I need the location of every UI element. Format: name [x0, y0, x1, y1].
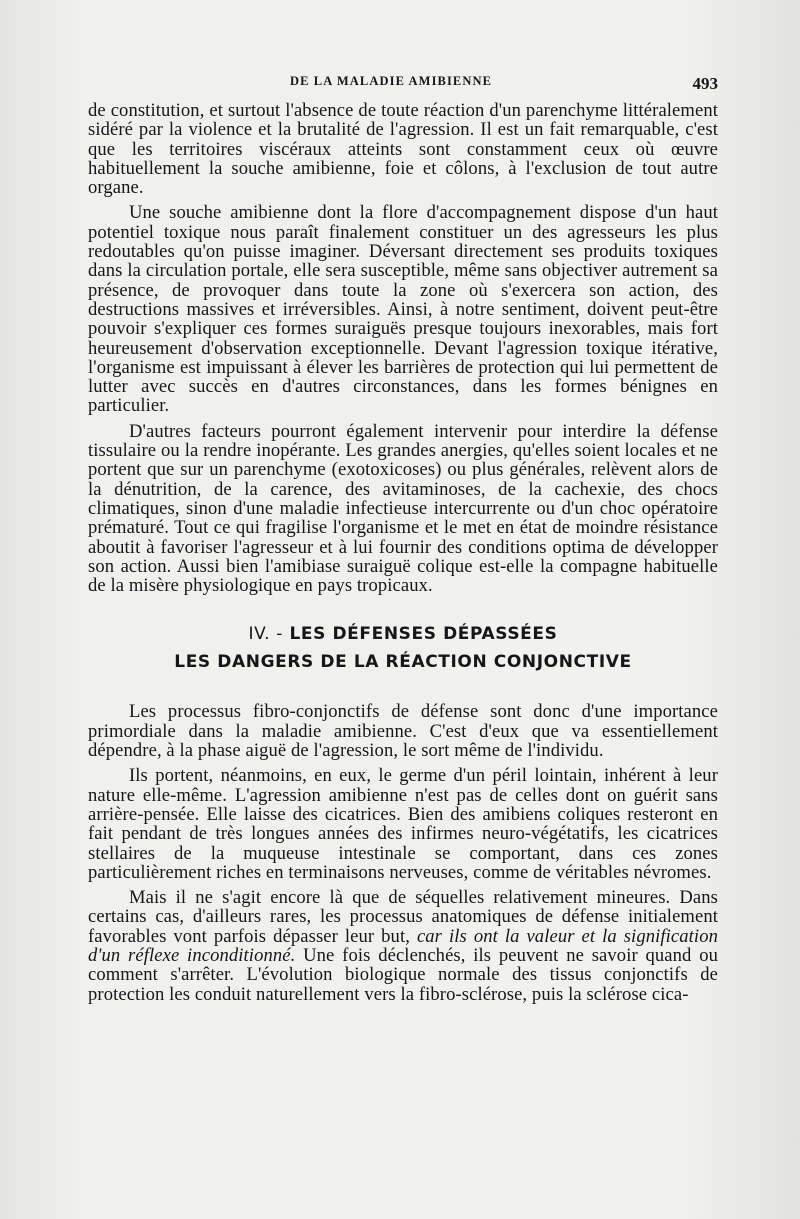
section-title: LES DÉFENSES DÉPASSÉES — [289, 624, 558, 645]
section-number: IV. - — [248, 624, 283, 645]
running-head: DE LA MALADIE AMIBIENNE — [290, 74, 493, 88]
paragraph-6-italic: car ils ont la valeur et la signification d'un réflexe inconditionné. — [88, 925, 718, 966]
paragraph-1: de constitution, et surtout l'absence de toute réaction d'un parenchyme littéralement sidéré par la violence et la brutalité de l'agression. Il est un fait remarquable, c'est que les territoires viscéraux atteints sont constamment ceux où œuvre habituellement la souche amibienne, foie et côlons, à l'exclusion de tout autre organe. — [88, 100, 718, 199]
paragraph-4: Les processus fibro-conjonctifs de défense sont donc d'une importance primordiale dans la maladie amibienne. C'est d'eux que va essentiellement dépendre, à la phase aiguë de l'agression, le sort même de l'individu. — [88, 701, 718, 762]
paragraph-6 — [88, 888, 718, 1004]
paragraph-2: Une souche amibienne dont la flore d'accompagnement dispose d'un haut potentiel toxique nous paraît finalement constituer un des agresseurs les plus redoutables qu'on puisse imaginer. Déversant directement ses produits toxiques dans la circulation portale, elle sera susceptible, même sans objectiver autrement sa présence, de provoquer dans toute la zone où s'exercera son action, des destructions massives et irréversibles. Ainsi, à notre sentiment, doivent peut-être pouvoir s'expliquer ces formes suraiguës presque toujours inexorables, mais fort heureusement d'observation exceptionnelle. Devant l'agression toxique itérative, l'organisme est impuissant à élever les barrières de protection qui lui permettent de lutter avec succès en d'autres circonstances, dans les formes bénignes en particulier. — [88, 202, 718, 417]
section-subtitle: LES DANGERS DE LA RÉACTION CONJONCTIVE — [174, 652, 632, 673]
page-body — [88, 101, 718, 1004]
page-number: 493 — [692, 74, 718, 93]
paragraph-3: D'autres facteurs pourront également intervenir pour interdire la défense tissulaire ou la rendre inopérante. Les grandes anergies, qu'elles soient locales et ne portent que sur un parenchyme (exotoxicoses) ou plus générales, relèvent alors de la dénutrition, de la carence, des avitaminoses, de la cachexie, des chocs climatiques, sinon d'une maladie infectieuse intercurrente ou d'un choc opératoire prématuré. Tout ce qui fragilise l'organisme et le met en état de moindre résistance aboutit à favoriser l'agresseur et à lui fournir des conditions optima de développer son action. Aussi bien l'amibiase suraiguë colique est-elle la compagne habituelle de la misère physiologique en pays tropicaux. — [88, 420, 718, 597]
paragraph-6-text: Mais il ne s'agit encore là que de séquelles relativement mineures. Dans certains cas, d'ailleurs rares, les processus anatomiques de défense initialement favorables vont parfois dépasser leur but, — [88, 887, 718, 947]
paragraph-6-text-end: Une fois déclenchés, ils peuvent ne savoir quand ou comment s'arrêter. L'évolution biologique normale des tissus conjonctifs de protection les conduit naturellement vers la fibro-sclérose, puis la sclérose cica- — [88, 944, 719, 1005]
section-heading-line-1 — [88, 624, 718, 644]
paragraph-5: Ils portent, néanmoins, en eux, le germe d'un péril lointain, inhérent à leur nature elle-même. L'agression amibienne n'est pas de celles dont on guérit sans arrière-pensée. Elle laisse des cicatrices. Bien des amibiens coliques resteront en fait pendant de très longues années des infirmes neuro-végétatifs, les cicatrices stellaires de la muqueuse intestinale se comportant, dans ces zones particulièrement riches en terminaisons nerveuses, comme de véritables névromes. — [88, 765, 718, 883]
